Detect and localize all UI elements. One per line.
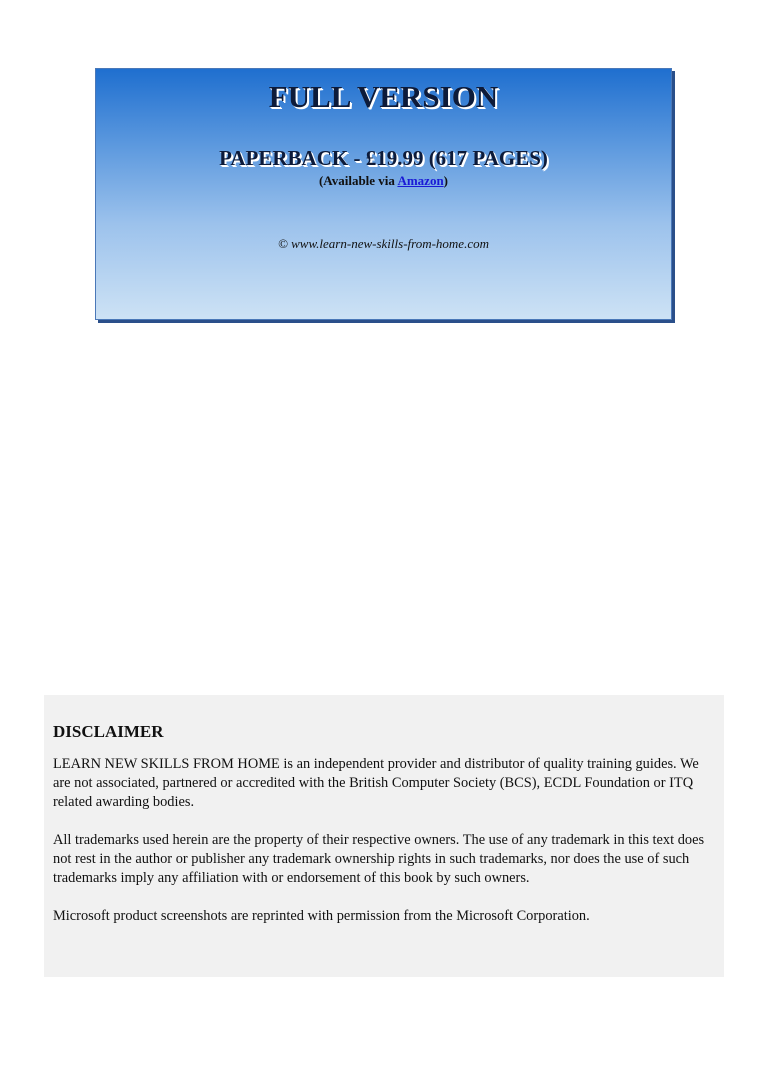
disclaimer-heading: DISCLAIMER: [53, 722, 164, 741]
promo-banner: [95, 68, 672, 320]
banner-price-line: PAPERBACK - £19.99 (617 PAGES): [219, 146, 548, 170]
banner-availability: [96, 172, 671, 190]
amazon-link[interactable]: Amazon: [397, 173, 444, 188]
disclaimer-paragraph: LEARN NEW SKILLS FROM HOME is an independent provider and distributor of quality training guides. We are not associated, partnered or accredited with the British Computer Society (BCS), ECDL Foundation or ITQ related awarding bodies.: [53, 756, 699, 810]
banner-title: FULL VERSION: [268, 79, 499, 114]
availability-suffix: ): [443, 173, 449, 188]
availability-prefix: (Available via: [318, 173, 398, 188]
disclaimer-paragraph: All trademarks used herein are the property of their respective owners. The use of any trademark in this text does not rest in the author or publisher any trademark ownership rights in such trademarks, nor does the use of such trademarks imply any affiliation with or endorsement of this book by such owners.: [53, 832, 705, 886]
banner-copyright: © www.learn-new-skills-from-home.com: [278, 236, 489, 251]
disclaimer-paragraph: Microsoft product screenshots are reprinted with permission from the Microsoft Corporation.: [53, 908, 590, 924]
disclaimer-box: [44, 695, 724, 977]
